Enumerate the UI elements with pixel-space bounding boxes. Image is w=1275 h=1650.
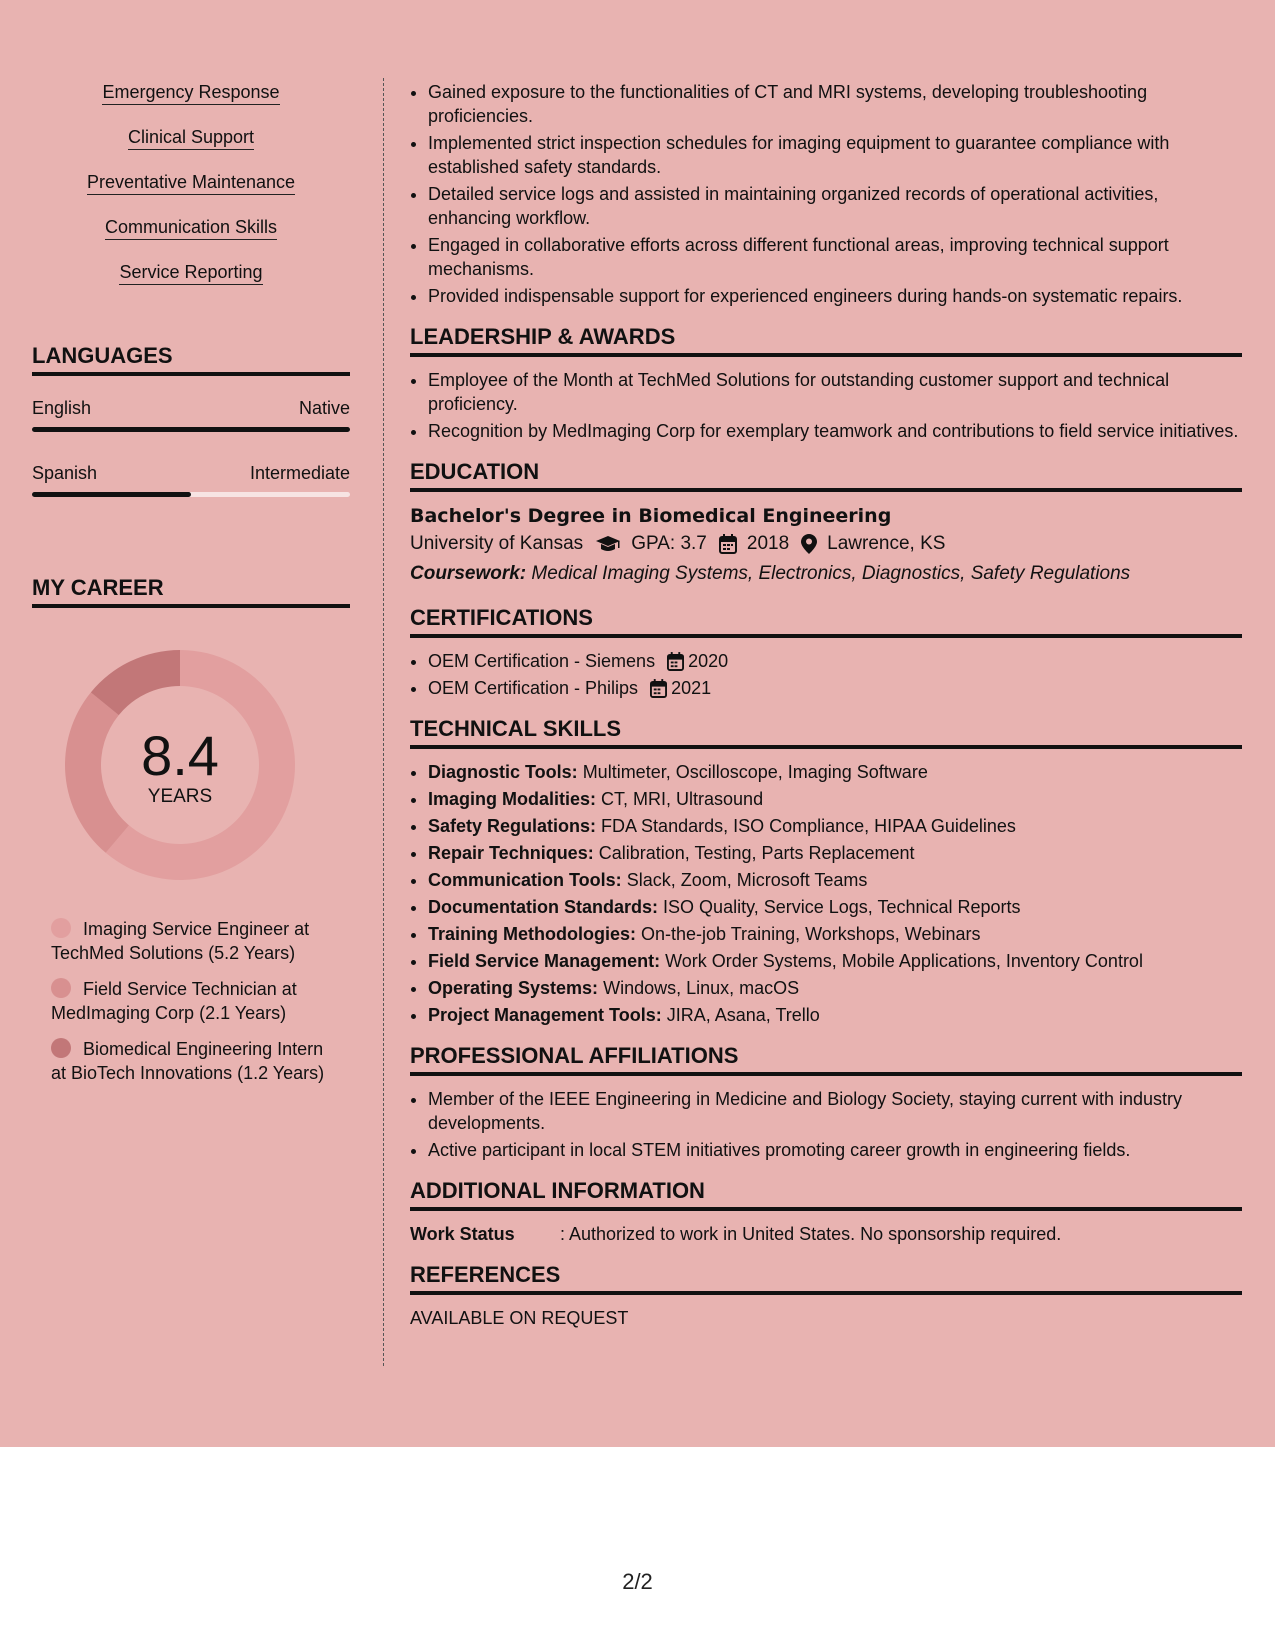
technical-skill-value: CT, MRI, Ultrasound [601, 789, 764, 809]
technical-skill-label: Diagnostic Tools: [428, 762, 578, 782]
technical-skill-item [428, 895, 1242, 919]
skill-item [32, 260, 350, 305]
technical-skill-item [428, 1003, 1242, 1027]
legend-dot [51, 1038, 71, 1058]
affiliation-item: • Member of the IEEE Engineering in Medicine and Biology Society, staying current with industry developments. [428, 1087, 1242, 1135]
technical-skill-item [428, 841, 1242, 865]
work-status-label: Work Status [410, 1224, 515, 1244]
technical-skill-item [428, 922, 1242, 946]
technical-skill-value: Multimeter, Oscilloscope, Imaging Software [582, 762, 928, 782]
technical-skill-label: Documentation Standards: [428, 897, 659, 917]
work-status-value: : Authorized to work in United States. No sponsorship required. [560, 1224, 1062, 1244]
career-unit: YEARS [147, 786, 213, 807]
skill-item [32, 170, 350, 215]
legend-label: Biomedical Engineering Intern at BioTech Innovations (1.2 Years) [51, 1039, 325, 1083]
education-year: 2018 [746, 533, 790, 554]
legend-dot [51, 918, 71, 938]
skill-label: Emergency Response [102, 80, 279, 105]
legend-dot [51, 978, 71, 998]
main-content [410, 80, 1242, 1330]
language-level: Native [298, 398, 350, 418]
experience-bullet: • Detailed service logs and assisted in maintaining organized records of operational activities, enhancing workflow. [428, 182, 1242, 230]
language-bar [32, 492, 350, 497]
work-status-row [410, 1222, 1242, 1246]
additional-info-heading: ADDITIONAL INFORMATION [410, 1178, 1242, 1211]
page-number: 2/2 [622, 1569, 653, 1594]
skill-item [32, 80, 350, 125]
calendar-icon [650, 679, 667, 698]
languages-heading: LANGUAGES [32, 343, 350, 376]
education-gpa: GPA: 3.7 [631, 533, 707, 554]
skill-label: Communication Skills [105, 215, 277, 240]
column-divider [383, 78, 384, 1366]
calendar-icon [719, 534, 737, 554]
certification-name: • OEM Certification - Siemens [428, 651, 656, 671]
technical-skill-item [428, 868, 1242, 892]
legend-item [51, 1037, 341, 1085]
skill-label: Clinical Support [128, 125, 254, 150]
technical-skill-value: On-the-job Training, Workshops, Webinars [641, 924, 981, 944]
education-coursework [410, 559, 1242, 589]
technical-skills-list [410, 760, 1242, 1027]
technical-skill-value: ISO Quality, Service Logs, Technical Reports [663, 897, 1021, 917]
career-legend [32, 917, 350, 1085]
legend-item [51, 917, 341, 965]
technical-skill-value: JIRA, Asana, Trello [666, 1005, 820, 1025]
references-value: AVAILABLE ON REQUEST [410, 1308, 629, 1328]
affiliations-list [410, 1087, 1242, 1162]
education-degree: Bachelor's Degree in Biomedical Engineering [410, 505, 892, 527]
experience-bullet: • Engaged in collaborative efforts across different functional areas, improving technical support mechanisms. [428, 233, 1242, 281]
coursework-value: Medical Imaging Systems, Electronics, Diagnostics, Safety Regulations [531, 563, 1131, 584]
leadership-item: • Recognition by MedImaging Corp for exemplary teamwork and contributions to field service initiatives. [428, 419, 1242, 443]
certifications-heading: CERTIFICATIONS [410, 605, 1242, 638]
certification-item [428, 649, 1242, 673]
skill-item [32, 215, 350, 260]
graduation-cap-icon [595, 534, 621, 554]
experience-bullet: • Implemented strict inspection schedules for imaging equipment to guarantee compliance with established safety standards. [428, 131, 1242, 179]
education-details [410, 529, 1242, 559]
affiliations-heading: PROFESSIONAL AFFILIATIONS [410, 1043, 1242, 1076]
technical-skill-value: FDA Standards, ISO Compliance, HIPAA Guidelines [601, 816, 1016, 836]
skill-label: Preventative Maintenance [87, 170, 295, 195]
technical-skill-value: Windows, Linux, macOS [603, 978, 800, 998]
calendar-icon [667, 652, 684, 671]
technical-skill-value: Calibration, Testing, Parts Replacement [598, 843, 915, 863]
languages-section [32, 343, 350, 497]
technical-skill-item [428, 814, 1242, 838]
education-school: University of Kansas [410, 533, 584, 554]
technical-skill-item [428, 787, 1242, 811]
technical-skill-value: Slack, Zoom, Microsoft Teams [626, 870, 868, 890]
legend-label: Field Service Technician at MedImaging Corp (2.1 Years) [51, 979, 297, 1023]
technical-skill-label: Operating Systems: [428, 978, 599, 998]
education-heading: EDUCATION [410, 459, 1242, 492]
certification-year: 2021 [671, 678, 712, 698]
leadership-item: • Employee of the Month at TechMed Solutions for outstanding customer support and technical proficiency. [428, 368, 1242, 416]
technical-skill-label: Training Methodologies: [428, 924, 636, 944]
language-level: Intermediate [249, 463, 350, 483]
certification-name: • OEM Certification - Philips [428, 678, 639, 698]
coursework-label: Coursework: [410, 563, 527, 584]
technical-skill-item [428, 760, 1242, 784]
experience-bullet: • Provided indispensable support for experienced engineers during hands-on systematic repairs. [428, 284, 1242, 308]
experience-bullets [410, 80, 1242, 308]
certifications-list [410, 649, 1242, 700]
leadership-list [410, 368, 1242, 443]
language-item [32, 396, 350, 432]
experience-bullet: • Gained exposure to the functionalities of CT and MRI systems, developing troubleshooting proficiencies. [428, 80, 1242, 128]
career-section [32, 575, 350, 1085]
skill-item [32, 125, 350, 170]
language-name: Spanish [32, 463, 98, 483]
career-total: 8.4 [141, 724, 219, 787]
technical-skills-heading: TECHNICAL SKILLS [410, 716, 1242, 749]
references-heading: REFERENCES [410, 1262, 1242, 1295]
legend-label: Imaging Service Engineer at TechMed Solutions (5.2 Years) [51, 919, 310, 963]
career-heading: MY CAREER [32, 575, 350, 608]
technical-skill-label: Imaging Modalities: [428, 789, 597, 809]
certification-year: 2020 [688, 651, 729, 671]
certification-item [428, 676, 1242, 700]
language-bar-fill [32, 427, 350, 432]
technical-skill-item [428, 976, 1242, 1000]
affiliation-item: • Active participant in local STEM initiatives promoting career growth in engineering fields. [428, 1138, 1242, 1162]
technical-skill-label: Communication Tools: [428, 870, 622, 890]
career-donut-chart [65, 650, 295, 880]
sidebar [32, 80, 350, 1097]
technical-skill-label: Field Service Management: [428, 951, 661, 971]
legend-item [51, 977, 341, 1025]
location-pin-icon [801, 534, 817, 554]
language-name: English [32, 398, 92, 418]
language-bar [32, 427, 350, 432]
technical-skill-label: Safety Regulations: [428, 816, 597, 836]
technical-skill-label: Project Management Tools: [428, 1005, 662, 1025]
technical-skill-value: Work Order Systems, Mobile Applications, Inventory Control [665, 951, 1143, 971]
language-item [32, 461, 350, 497]
technical-skill-item [428, 949, 1242, 973]
education-location: Lawrence, KS [827, 533, 946, 554]
skill-label: Service Reporting [119, 260, 262, 285]
language-bar-fill [32, 492, 191, 497]
leadership-heading: LEADERSHIP & AWARDS [410, 324, 1242, 357]
skill-list [32, 80, 350, 305]
technical-skill-label: Repair Techniques: [428, 843, 594, 863]
